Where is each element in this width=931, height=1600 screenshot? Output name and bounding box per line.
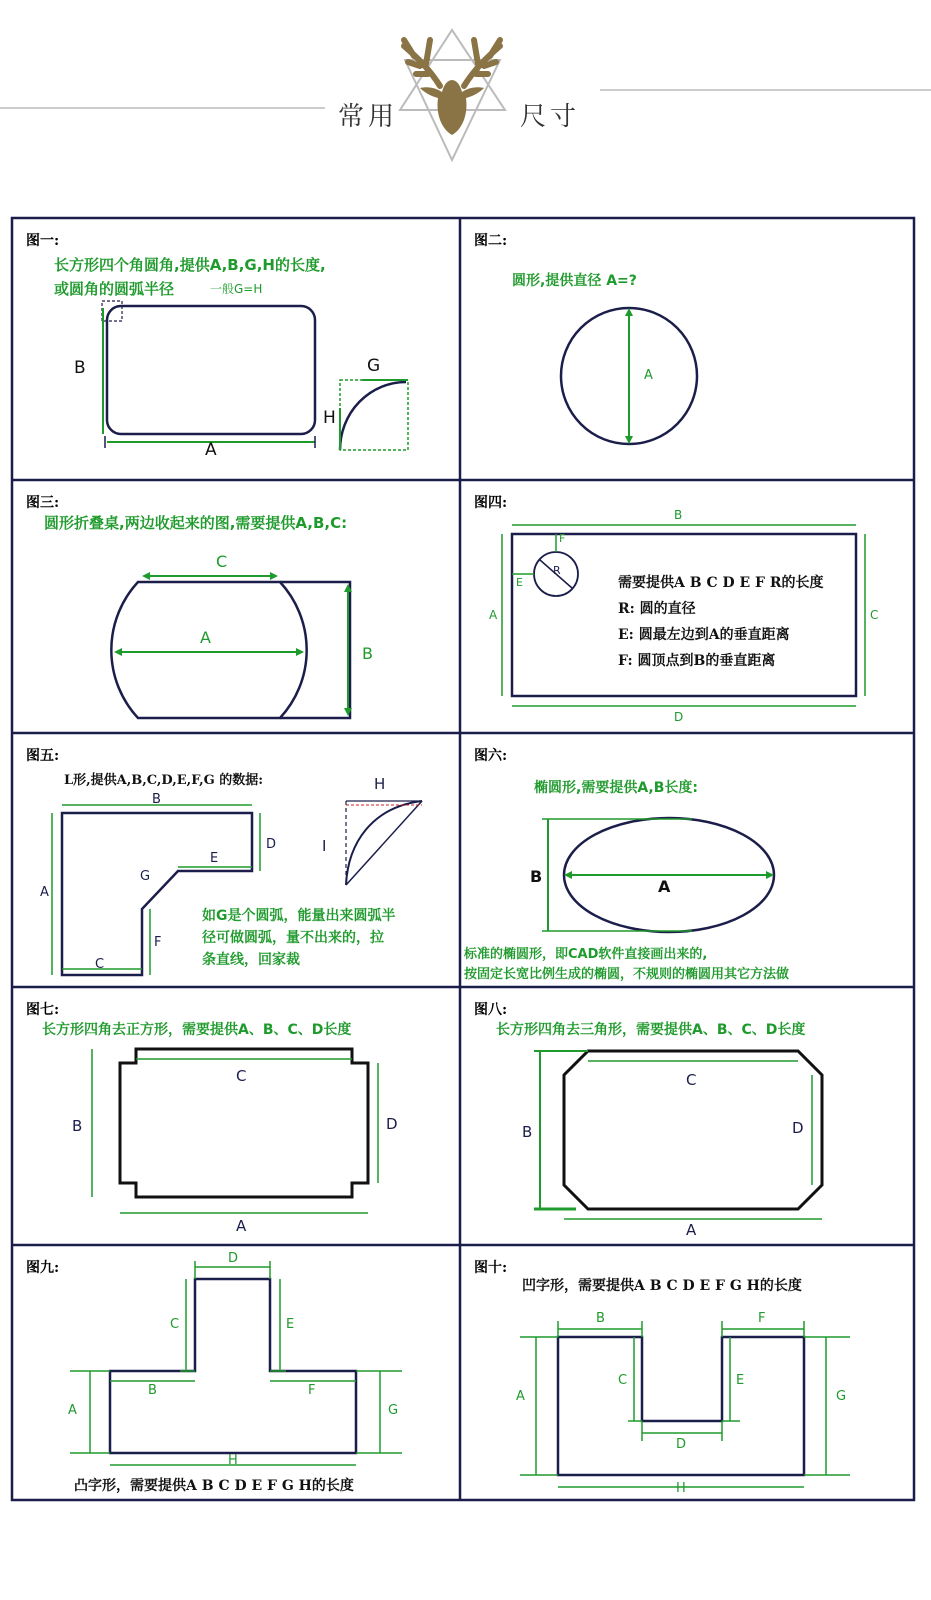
corner-highlight [102, 301, 122, 321]
label-e: E [736, 1373, 745, 1388]
label-g: G [836, 1389, 847, 1404]
label-c: C [236, 1067, 247, 1085]
label-c: C [216, 552, 228, 571]
panel-7-title: 图七: [26, 1002, 60, 1018]
label-a: A [205, 440, 217, 460]
panel-6-line2: 标准的椭圆形，即CAD软件直接画出来的, [464, 947, 708, 962]
panel-2-title: 图二: [474, 233, 508, 249]
label-f: F [758, 1311, 766, 1326]
panel-6-ellipse [460, 733, 914, 987]
panel-10-line1: 凹字形，需要提供A B C D E F G H的长度 [522, 1278, 802, 1294]
label-d: D [228, 1251, 239, 1266]
panel-8-chamfered-rectangle [460, 987, 914, 1245]
panel-7-line1: 长方形四角去正方形，需要提供A、B、C、D长度 [42, 1022, 352, 1038]
panel-2-line1: 圆形,提供直径 A=? [512, 273, 637, 289]
panel-6-title: 图六: [474, 748, 508, 764]
label-g: G [140, 869, 151, 884]
label-c: C [95, 957, 105, 972]
label-c: C [686, 1071, 697, 1089]
panel-5-line4: 条直线，回家裁 [202, 952, 300, 968]
panel-1-rounded-rectangle [12, 218, 460, 480]
label-a: A [236, 1217, 247, 1235]
label-h: H [374, 775, 386, 793]
label-b: B [72, 1117, 83, 1135]
panel-10-diagram [460, 1245, 914, 1500]
label-a: A [516, 1389, 525, 1404]
label-a: A [686, 1221, 697, 1239]
label-e: E [210, 851, 219, 866]
label-a: A [40, 885, 49, 900]
panel-10-concave-shape [460, 1245, 914, 1500]
label-a: A [68, 1403, 77, 1418]
panel-6-line3: 按固定长宽比例生成的椭圆，不规则的椭圆用其它方法做 [464, 967, 790, 982]
label-b: B [362, 644, 373, 663]
panel-6-line1: 椭圆形,需要提供A,B长度: [534, 780, 699, 796]
panel-2-diagram [460, 218, 914, 480]
panel-4-line1: 需要提供A B C D E F R的长度 [618, 575, 824, 591]
panel-3-diagram [12, 480, 460, 733]
panel-9-convex-shape [12, 1245, 460, 1500]
label-c: C [870, 608, 879, 622]
label-f: F [559, 532, 566, 545]
panel-7-notched-rectangle [12, 987, 460, 1245]
label-h: H [323, 408, 336, 428]
panel-9-title: 图九: [26, 1260, 60, 1276]
label-e: E [286, 1317, 295, 1332]
concave-shape [558, 1337, 804, 1475]
panel-3-title: 图三: [26, 495, 60, 511]
label-g: G [367, 356, 381, 376]
panel-8-line1: 长方形四角去三角形，需要提供A、B、C、D长度 [496, 1022, 806, 1038]
panel-1-line1: 长方形四个角圆角,提供A,B,G,H的长度, [54, 256, 326, 274]
panel-8-title: 图八: [474, 1002, 508, 1018]
panel-4-line2: R: 圆的直径 [618, 601, 696, 617]
panel-8-diagram [460, 987, 914, 1245]
label-a: A [658, 877, 671, 896]
label-r: R [553, 564, 561, 577]
label-d: D [386, 1115, 398, 1133]
panel-4-line4: F: 圆顶点到B的垂直距离 [618, 653, 776, 669]
label-b: B [530, 867, 543, 886]
label-b: B [74, 358, 86, 378]
label-h: H [228, 1453, 238, 1468]
panel-10-title: 图十: [474, 1260, 508, 1276]
label-d: D [792, 1119, 804, 1137]
label-a: A [200, 628, 211, 647]
label-h: H [676, 1481, 686, 1496]
panel-5-line2: 如G是个圆弧，能量出来圆弧半 [202, 908, 396, 924]
label-f: F [154, 935, 162, 950]
panel-1-title: 图一: [26, 233, 60, 249]
label-g: G [388, 1403, 399, 1418]
label-c: C [618, 1373, 628, 1388]
panel-5-title: 图五: [26, 748, 60, 764]
label-b: B [152, 792, 161, 807]
label-b: B [148, 1383, 157, 1398]
dimension-lines [70, 1261, 402, 1465]
panel-5-l-shape [12, 733, 460, 987]
label-a: A [644, 368, 653, 383]
header-left-text: 常用 [338, 102, 399, 132]
label-c: C [170, 1317, 180, 1332]
label-d: D [674, 710, 684, 724]
panel-1-note: 一般G=H [210, 282, 263, 296]
label-d: D [676, 1437, 687, 1452]
panel-4-line3: E: 圆最左边到A的垂直距离 [618, 627, 790, 643]
header-right-text: 尺寸 [520, 102, 581, 132]
convex-shape [110, 1279, 356, 1453]
label-b: B [596, 1311, 605, 1326]
panel-5-line1: L形,提供A,B,C,D,E,F,G 的数据: [64, 773, 264, 788]
label-b: B [674, 508, 683, 522]
label-e: E [516, 576, 523, 589]
panel-5-line3: 径可做圆弧，量不出来的，拉 [202, 930, 384, 946]
panel-2-circle [460, 218, 914, 480]
panel-3-line1: 圆形折叠桌,两边收起来的图,需要提供A,B,C: [44, 514, 348, 532]
panel-4-rect-with-circle [460, 480, 914, 733]
corner-arc [340, 382, 406, 450]
label-f: F [308, 1383, 316, 1398]
label-b: B [522, 1123, 533, 1141]
rounded-rectangle-shape [107, 306, 315, 434]
panel-1-line2: 或圆角的圆弧半径 [54, 280, 175, 298]
label-a: A [489, 608, 498, 622]
panel-4-title: 图四: [474, 495, 508, 511]
label-d: D [266, 837, 277, 852]
folding-table-shape [111, 582, 306, 718]
panel-1-diagram [12, 218, 460, 480]
panel-3-folding-table [12, 480, 460, 733]
label-i: I [322, 837, 327, 855]
dimension-lines [520, 1321, 850, 1487]
panel-9-line1: 凸字形，需要提供A B C D E F G H的长度 [74, 1478, 354, 1494]
